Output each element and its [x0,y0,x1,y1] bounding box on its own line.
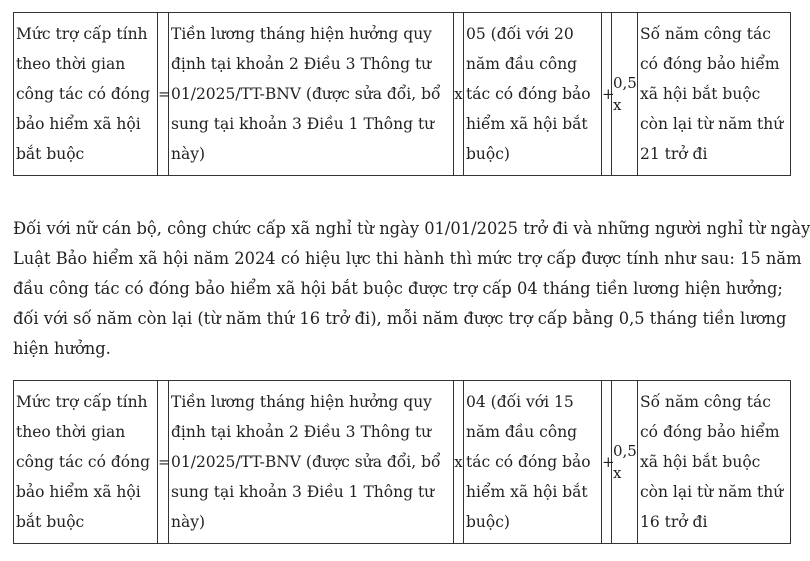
allowance-label-cell: Mức trợ cấp tính theo thời gian công tác có đóng bảo hiểm xã hội bắt buộc [14,13,158,176]
paragraph-line: hiện hưởng. [13,339,111,358]
months-first-years-cell: 04 (đối với 15 năm đầu công tác có đóng bảo hiểm xã hội bắt buộc) [464,381,602,544]
salary-definition-cell: Tiền lương tháng hiện hưởng quy định tại khoản 2 Điều 3 Thông tư 01/2025/TT-BNV (được sửa đổi, bổ sung tại khoản 3 Điều 1 Thông tư này) [169,13,454,176]
salary-definition-cell: Tiền lương tháng hiện hưởng quy định tại khoản 2 Điều 3 Thông tư 01/2025/TT-BNV (được sửa đổi, bổ sung tại khoản 3 Điều 1 Thông tư này) [169,381,454,544]
equals-sign: = [158,13,169,176]
remaining-years-cell: Số năm công tác có đóng bảo hiểm xã hội bắt buộc còn lại từ năm thứ 21 trở đi [638,13,791,176]
allowance-label-cell: Mức trợ cấp tính theo thời gian công tác có đóng bảo hiểm xã hội bắt buộc [14,381,158,544]
paragraph-line: Luật Bảo hiểm xã hội năm 2024 có hiệu lực thi hành thì mức trợ cấp được tính như sau: 15 năm [13,249,802,268]
remaining-years-cell: Số năm công tác có đóng bảo hiểm xã hội bắt buộc còn lại từ năm thứ 16 trở đi [638,381,791,544]
paragraph-line: đối với số năm còn lại (từ năm thứ 16 trở đi), mỗi năm được trợ cấp bằng 0,5 tháng tiền lương [13,309,787,328]
months-first-years-cell: 05 (đối với 20 năm đầu công tác có đóng bảo hiểm xã hội bắt buộc) [464,13,602,176]
formula-table-female [13,380,791,544]
plus-sign: + [602,381,612,544]
female-cadre-paragraph [13,214,810,364]
formula-row [14,381,791,544]
multiply-sign: x [454,13,464,176]
formula-row [14,13,791,176]
equals-sign: = [158,381,169,544]
coefficient-cell: 0,5 x [612,13,638,176]
formula-table-male [13,12,791,176]
paragraph-line: đầu công tác có đóng bảo hiểm xã hội bắt buộc được trợ cấp 04 tháng tiền lương hiện hưởng; [13,279,783,298]
multiply-sign: x [454,381,464,544]
plus-sign: + [602,13,612,176]
coefficient-cell: 0,5 x [612,381,638,544]
paragraph-line: Đối với nữ cán bộ, công chức cấp xã nghỉ từ ngày 01/01/2025 trở đi và những người nghỉ từ ngày [13,219,810,238]
